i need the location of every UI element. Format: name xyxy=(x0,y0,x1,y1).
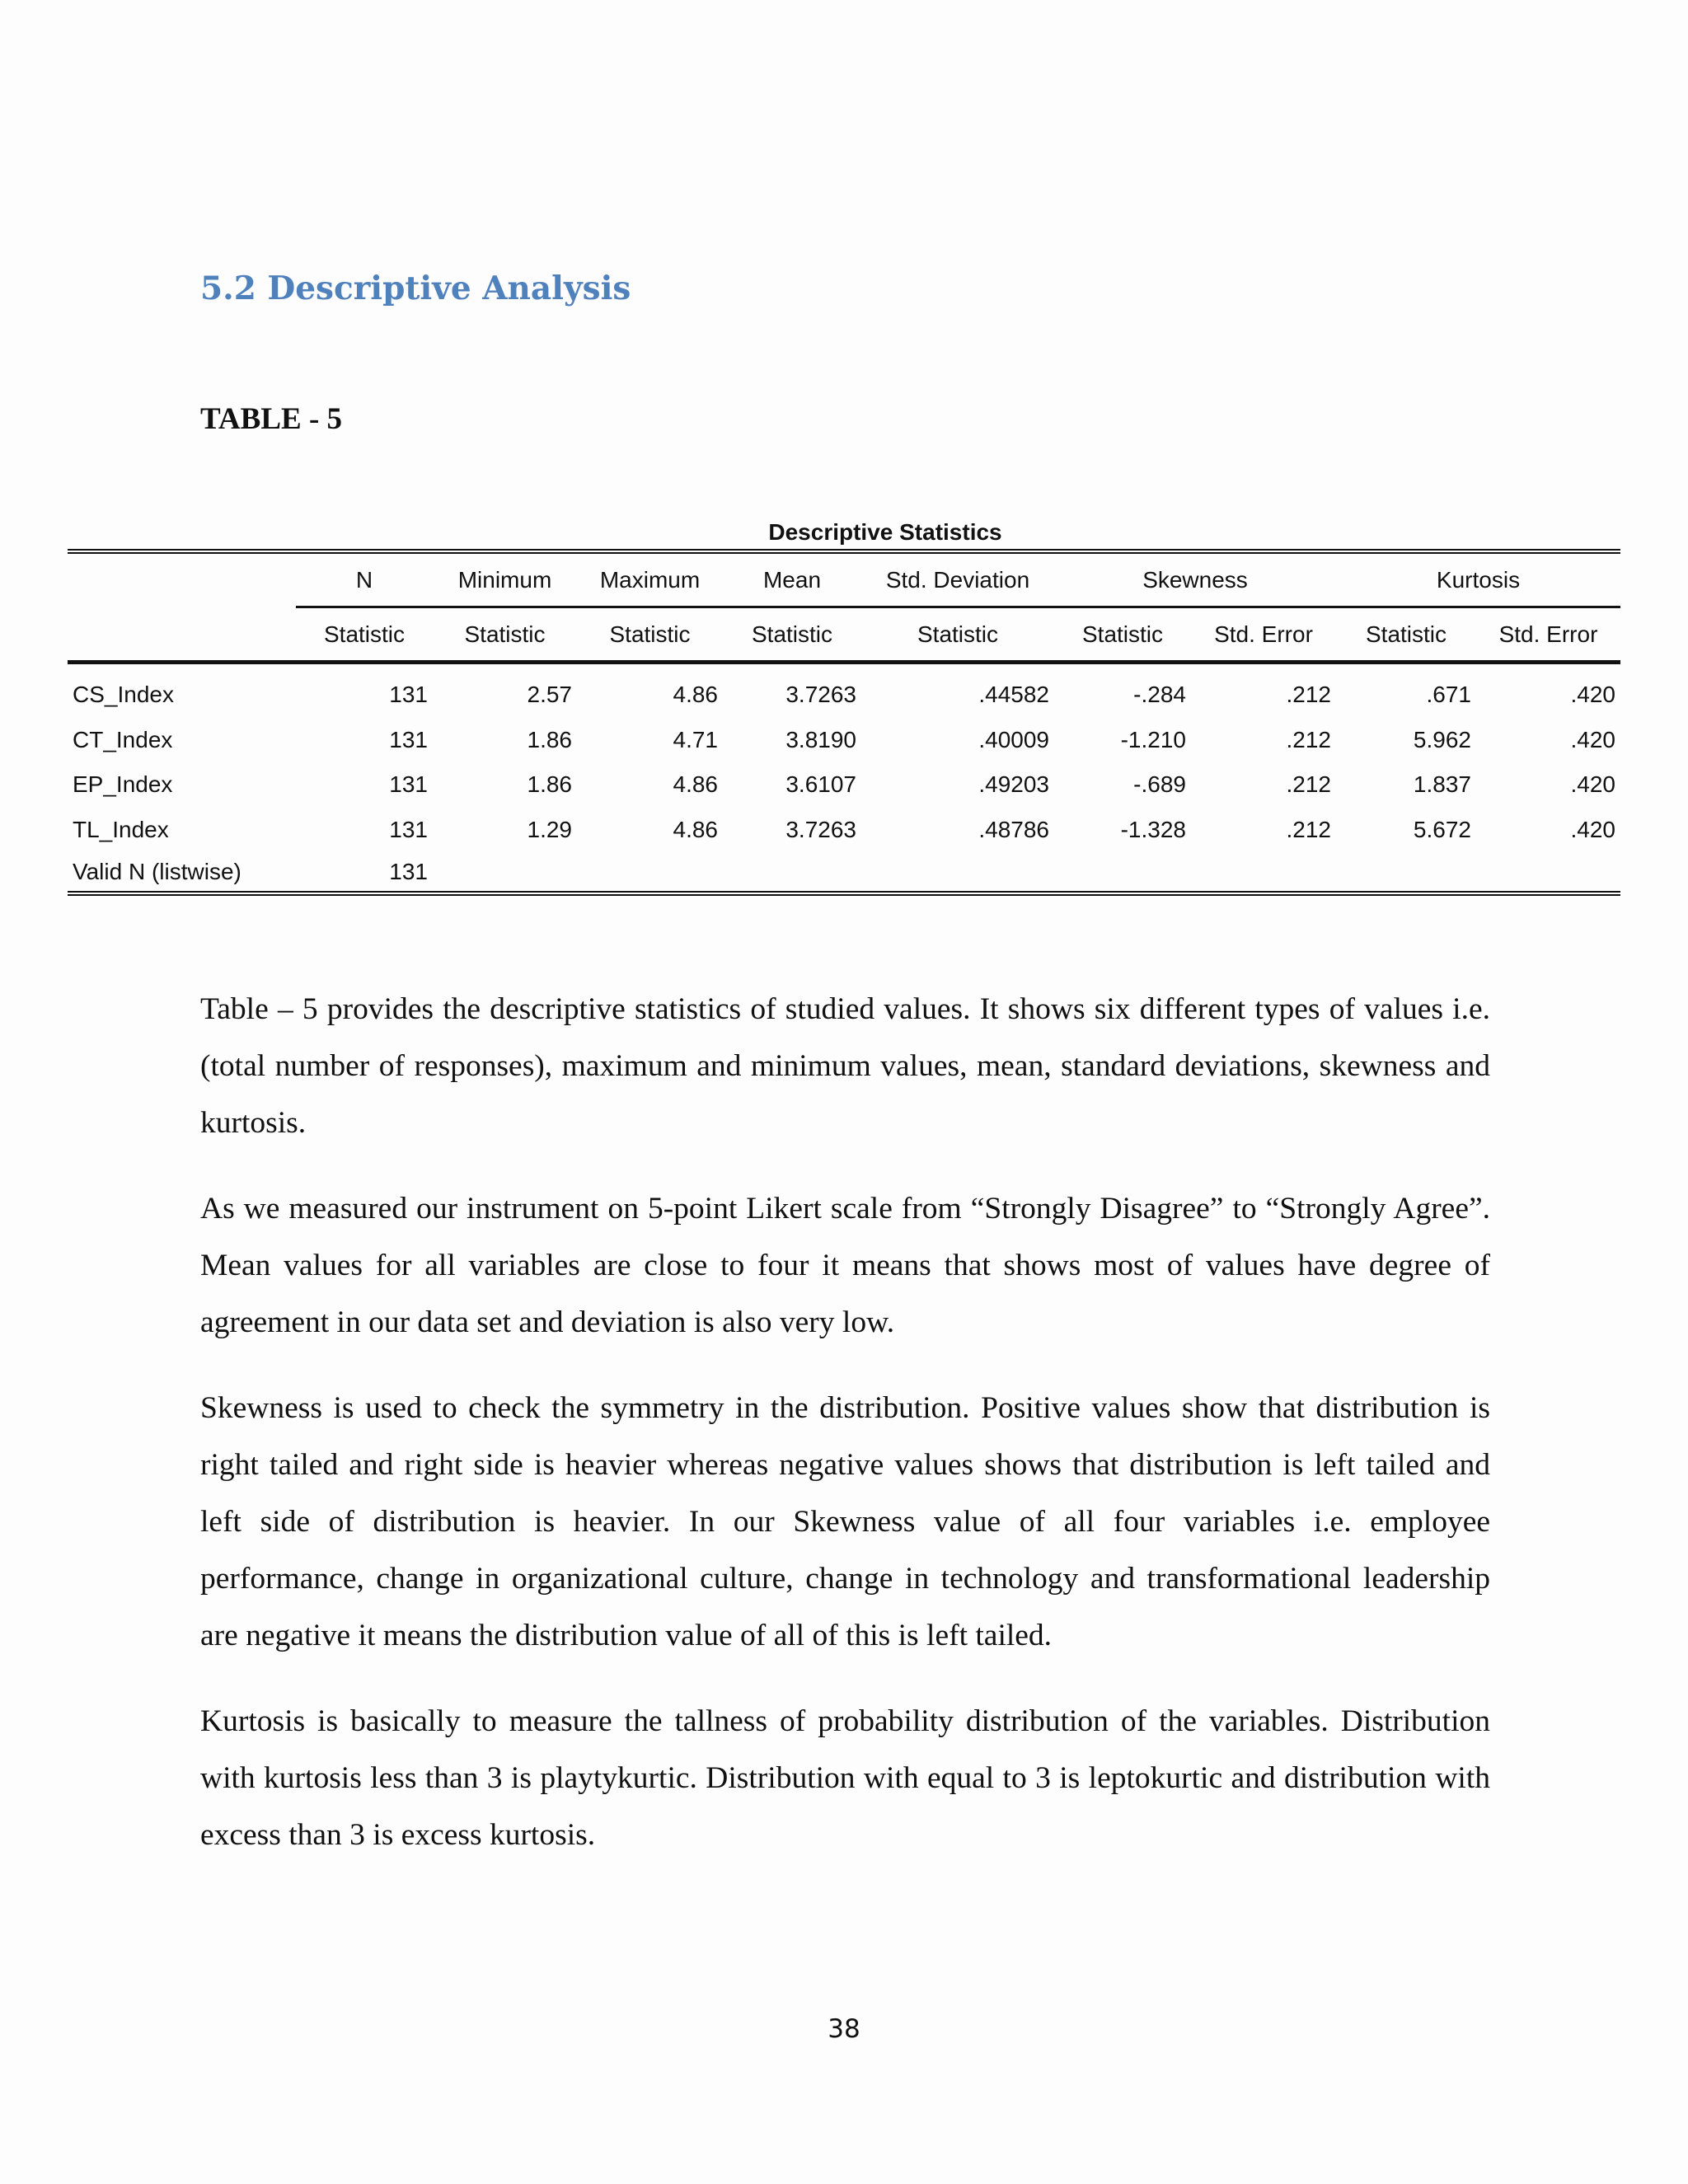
header-kurtosis: Kurtosis xyxy=(1336,551,1620,607)
table-cell: .212 xyxy=(1286,771,1331,798)
row-label: EP_Index xyxy=(73,771,173,798)
table-cell: -.284 xyxy=(1133,682,1186,708)
header-corner xyxy=(68,551,296,607)
table-cell: 131 xyxy=(389,726,428,752)
table-cell: 4.86 xyxy=(673,771,718,798)
subheader-cell: Statistic xyxy=(1336,607,1476,663)
table-cell: 4.86 xyxy=(673,816,718,842)
header-row-subheaders xyxy=(68,607,1620,663)
table-cell xyxy=(1476,852,1620,893)
paragraph: Kurtosis is basically to measure the tallness of probability distribution of the variables. Distribution with kurtosis less than 3 is playtykurtic. Distribution with equal to 3 is leptokurtic and distribution with excess than 3 is excess kurtosis. xyxy=(200,1704,1490,1852)
paragraph: As we measured our instrument on 5-point Likert scale from “Strongly Disagree” to “Strongly Agree”. Mean values for all variables are close to four it means that shows most of values have degree of agreement in our data set and deviation is also very low. xyxy=(200,1192,1490,1339)
header-minimum: Minimum xyxy=(433,551,577,607)
body-text xyxy=(200,981,1490,1892)
table-cell: .44582 xyxy=(978,682,1049,708)
subheader-cell: Std. Error xyxy=(1476,607,1620,663)
row-label: CS_Index xyxy=(73,682,174,708)
table-caption: TABLE - 5 xyxy=(200,402,343,436)
table-cell xyxy=(577,852,723,893)
table-row xyxy=(68,718,1620,763)
row-label: Valid N (listwise) xyxy=(68,852,296,893)
table-cell: 3.8190 xyxy=(785,726,856,752)
table-cell: 131 xyxy=(389,682,428,708)
table-cell: 5.962 xyxy=(1413,726,1471,752)
table-cell: .212 xyxy=(1286,726,1331,752)
subheader-cell: Statistic xyxy=(861,607,1054,663)
subheader-cell: Statistic xyxy=(723,607,861,663)
table-cell: 5.672 xyxy=(1413,816,1471,842)
table-cell: 1.86 xyxy=(527,726,572,752)
table-cell: 3.6107 xyxy=(785,771,856,798)
table-cell: .49203 xyxy=(978,771,1049,798)
section-heading: 5.2 Descriptive Analysis xyxy=(200,269,631,307)
table-cell: .48786 xyxy=(978,816,1049,842)
table-row xyxy=(68,808,1620,853)
table-cell xyxy=(1054,852,1191,893)
subheader-cell: Statistic xyxy=(577,607,723,663)
header-mean: Mean xyxy=(723,551,861,607)
table-cell: -.689 xyxy=(1133,771,1186,798)
table-cell: .420 xyxy=(1570,771,1615,798)
table-cell: .671 xyxy=(1426,682,1471,708)
table-cell: 4.86 xyxy=(673,682,718,708)
table-cell: 1.837 xyxy=(1413,771,1471,798)
table-cell: 2.57 xyxy=(527,682,572,708)
subheader-corner xyxy=(68,607,296,663)
paragraph: Table – 5 provides the descriptive statistics of studied values. It shows six different types of values i.e. (total number of responses), maximum and minimum values, mean, standard deviations, skewness and kurtosis. xyxy=(200,992,1490,1140)
table-cell: 1.29 xyxy=(527,816,572,842)
table-cell xyxy=(723,852,861,893)
header-row-groups xyxy=(68,551,1620,607)
table-cell: 3.7263 xyxy=(785,682,856,708)
table-cell: -1.210 xyxy=(1120,726,1186,752)
header-std-deviation: Std. Deviation xyxy=(861,551,1054,607)
header-maximum: Maximum xyxy=(577,551,723,607)
table-cell xyxy=(1191,852,1336,893)
table-cell: 131 xyxy=(296,852,433,893)
stats-table xyxy=(68,549,1620,896)
paragraph: Skewness is used to check the symmetry in the distribution. Positive values show that distribution is right tailed and right side is heavier whereas negative values shows that distribution is left tailed and left side of distribution is heavier. In our Skewness value of all four variables i.e. employee performance, change in organizational culture, change in technology and transformational leadership are negative it means the distribution value of all of this is left tailed. xyxy=(200,1391,1490,1652)
header-n: N xyxy=(296,551,433,607)
table-row xyxy=(68,663,1620,718)
table-cell: 3.7263 xyxy=(785,816,856,842)
table-cell: 1.86 xyxy=(527,771,572,798)
descriptive-statistics-table xyxy=(68,516,1620,896)
subheader-cell: Statistic xyxy=(1054,607,1191,663)
table-row-valid-n xyxy=(68,852,1620,893)
table-row xyxy=(68,762,1620,808)
subheader-cell: Std. Error xyxy=(1191,607,1336,663)
table-cell xyxy=(1336,852,1476,893)
table-cell xyxy=(433,852,577,893)
table-cell: .420 xyxy=(1570,816,1615,842)
table-cell: .40009 xyxy=(978,726,1049,752)
page-number: 38 xyxy=(828,2014,860,2044)
table-cell: .212 xyxy=(1286,816,1331,842)
header-skewness: Skewness xyxy=(1054,551,1336,607)
table-cell: 131 xyxy=(389,771,428,798)
table-cell: .212 xyxy=(1286,682,1331,708)
table-cell: -1.328 xyxy=(1120,816,1186,842)
table-cell: .420 xyxy=(1570,726,1615,752)
table-cell xyxy=(861,852,1054,893)
subheader-cell: Statistic xyxy=(433,607,577,663)
row-label: TL_Index xyxy=(73,816,169,842)
table-title: Descriptive Statistics xyxy=(768,519,1002,545)
table-cell: .420 xyxy=(1570,682,1615,708)
subheader-cell: Statistic xyxy=(296,607,433,663)
table-cell: 131 xyxy=(389,816,428,842)
row-label: CT_Index xyxy=(73,726,173,752)
table-cell: 4.71 xyxy=(673,726,718,752)
